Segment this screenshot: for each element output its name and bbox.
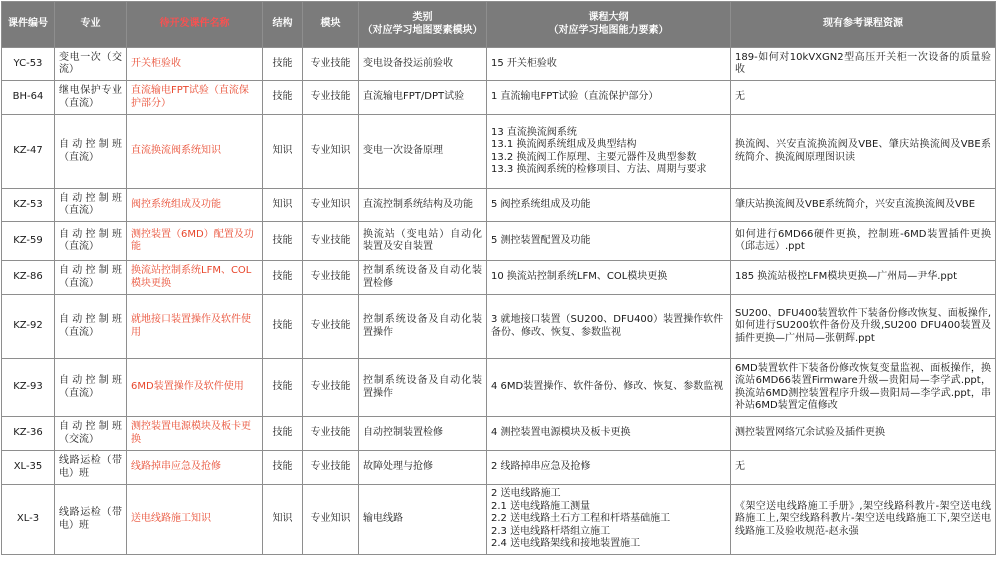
cell-structure: 技能: [263, 81, 303, 115]
cell-course-name: 线路掉串应急及抢修: [127, 451, 263, 485]
header-outline: 课程大纲 （对应学习地图能力要素）: [487, 2, 731, 48]
outline-line: 4 测控装置电源模块及板卡更换: [491, 427, 631, 439]
header-module: 模块: [303, 2, 359, 48]
cell-category: 控制系统设备及自动化装置检修: [359, 261, 487, 295]
cell-outline: [487, 485, 731, 555]
cell-module: 专业技能: [303, 417, 359, 451]
table-row: [2, 485, 996, 555]
cell-major: 自动控制班（直流）: [55, 222, 127, 261]
outline-line: 13.2 换流阀工作原理、主要元器件及典型参数: [491, 151, 697, 163]
cell-category: 控制系统设备及自动化装置操作: [359, 359, 487, 417]
outline-line: 2.2 送电线路土石方工程和杆塔基础施工: [491, 513, 671, 525]
cell-category: 直流控制系统结构及功能: [359, 189, 487, 222]
cell-resource: 185 换流站极控LFM模块更换—广州局—尹华.ppt: [731, 261, 996, 295]
cell-course-name: 换流站控制系统LFM、COL模块更换: [127, 261, 263, 295]
table-row: [2, 48, 996, 81]
outline-line: 2.1 送电线路施工测量: [491, 500, 591, 512]
cell-major: 自动控制班（直流）: [55, 115, 127, 189]
cell-category: 故障处理与抢修: [359, 451, 487, 485]
cell-code: XL-3: [2, 485, 55, 555]
cell-category: 输电线路: [359, 485, 487, 555]
header-resource: 现有参考课程资源: [731, 2, 996, 48]
cell-outline: [487, 189, 731, 222]
outline-line: 2 线路掉串应急及抢修: [491, 461, 591, 473]
outline-line: 13.1 换流阀系统组成及典型结构: [491, 139, 637, 150]
cell-major: 自动控制班（直流）: [55, 261, 127, 295]
cell-code: KZ-59: [2, 222, 55, 261]
cell-outline: [487, 222, 731, 261]
cell-module: 专业知识: [303, 485, 359, 555]
header-course-name: 待开发课件名称: [127, 2, 263, 48]
cell-module: 专业知识: [303, 115, 359, 189]
cell-structure: 知识: [263, 189, 303, 222]
cell-resource: 无: [731, 451, 996, 485]
header-major: 专业: [55, 2, 127, 48]
outline-line: 5 阀控系统组成及功能: [491, 198, 591, 210]
cell-resource: 6MD装置软件下装备份修改恢复变量监视、面板操作，换流站6MD66装置Firmware升级—贵阳局—李学武.ppt，换流站6MD测控装置程序升级—贵阳局—李学武.ppt，串补站6MD装置定值修改: [731, 359, 996, 417]
cell-code: KZ-47: [2, 115, 55, 189]
cell-course-name: 阀控系统组成及功能: [127, 189, 263, 222]
cell-structure: 技能: [263, 222, 303, 261]
cell-structure: 知识: [263, 115, 303, 189]
cell-code: KZ-86: [2, 261, 55, 295]
table-row: [2, 261, 996, 295]
cell-resource: 无: [731, 81, 996, 115]
cell-outline: [487, 359, 731, 417]
cell-category: 自动控制装置检修: [359, 417, 487, 451]
cell-module: 专业技能: [303, 48, 359, 81]
cell-major: 自动控制班（直流）: [55, 295, 127, 359]
cell-outline: [487, 81, 731, 115]
header-structure: 结构: [263, 2, 303, 48]
cell-course-name: 送电线路施工知识: [127, 485, 263, 555]
cell-structure: 知识: [263, 485, 303, 555]
cell-resource: 如何进行6MD66硬件更换，控制班-6MD装置插件更换（邱志远）.ppt: [731, 222, 996, 261]
cell-resource: 189-如何对10kVXGN2型高压开关柜一次设备的质量验收: [731, 48, 996, 81]
cell-category: 换流站（变电站）自动化装置及安自装置: [359, 222, 487, 261]
cell-structure: 技能: [263, 359, 303, 417]
cell-module: 专业知识: [303, 189, 359, 222]
outline-line: 3 就地接口装置（SU200、DFU400）装置操作软件备份、修改、恢复、参数监视: [491, 314, 724, 338]
cell-course-name: 测控装置电源模块及板卡更换: [127, 417, 263, 451]
cell-outline: [487, 115, 731, 189]
outline-line: 5 测控装置配置及功能: [491, 234, 591, 246]
cell-module: 专业技能: [303, 359, 359, 417]
cell-resource: SU200、DFU400装置软件下装备份修改恢复、面板操作,如何进行SU200软件备份及升级,SU200 DFU400装置及插件更换—广州局—张朝辉.ppt: [731, 295, 996, 359]
cell-structure: 技能: [263, 295, 303, 359]
outline-line: 1 直流输电FPT试验（直流保护部分）: [491, 91, 659, 103]
table-row: [2, 189, 996, 222]
cell-course-name: 直流输电FPT试验（直流保护部分）: [127, 81, 263, 115]
cell-resource: 换流阀、兴安直流换流阀及VBE、肇庆站换流阀及VBE系统简介、换流阀原理图识读: [731, 115, 996, 189]
cell-module: 专业技能: [303, 261, 359, 295]
cell-module: 专业技能: [303, 222, 359, 261]
table-row: [2, 451, 996, 485]
cell-major: 线路运检（带电）班: [55, 485, 127, 555]
cell-resource: 《架空送电线路施工手册》,架空线路科教片-架空送电线路施工上,架空线路科教片-架空送电线路施工下,架空送电线路施工及验收规范-赵永强: [731, 485, 996, 555]
cell-course-name: 就地接口装置操作及软件使用: [127, 295, 263, 359]
cell-outline: [487, 417, 731, 451]
outline-line: 10 换流站控制系统LFM、COL模块更换: [491, 271, 668, 283]
cell-resource: 肇庆站换流阀及VBE系统简介，兴安直流换流阀及VBE: [731, 189, 996, 222]
cell-outline: [487, 48, 731, 81]
cell-outline: [487, 261, 731, 295]
cell-major: 自动控制班（直流）: [55, 189, 127, 222]
cell-course-name: 测控装置（6MD）配置及功能: [127, 222, 263, 261]
cell-course-name: 开关柜验收: [127, 48, 263, 81]
table-row: [2, 222, 996, 261]
cell-major: 变电一次（交流）: [55, 48, 127, 81]
cell-resource: 测控装置网络冗余试验及插件更换: [731, 417, 996, 451]
cell-code: KZ-92: [2, 295, 55, 359]
header-row: [2, 2, 996, 48]
cell-module: 专业技能: [303, 295, 359, 359]
header-category: 类别 （对应学习地图要素模块）: [359, 2, 487, 48]
cell-outline: [487, 295, 731, 359]
cell-code: KZ-36: [2, 417, 55, 451]
cell-code: BH-64: [2, 81, 55, 115]
table-row: [2, 359, 996, 417]
cell-category: 直流输电FPT/DPT试验: [359, 81, 487, 115]
header-code: 课件编号: [2, 2, 55, 48]
cell-code: KZ-93: [2, 359, 55, 417]
cell-module: 专业技能: [303, 81, 359, 115]
table-row: [2, 81, 996, 115]
table-row: [2, 417, 996, 451]
cell-code: XL-35: [2, 451, 55, 485]
cell-structure: 技能: [263, 451, 303, 485]
outline-line: 2 送电线路施工: [491, 488, 561, 500]
cell-structure: 技能: [263, 48, 303, 81]
cell-outline: [487, 451, 731, 485]
cell-major: 自动控制班（交流）: [55, 417, 127, 451]
outline-line: 15 开关柜验收: [491, 57, 557, 69]
course-table: [1, 1, 996, 555]
cell-structure: 技能: [263, 261, 303, 295]
outline-line: 2.4 送电线路架线和接地装置施工: [491, 538, 641, 550]
cell-major: 线路运检（带电）班: [55, 451, 127, 485]
cell-category: 变电一次设备原理: [359, 115, 487, 189]
cell-code: KZ-53: [2, 189, 55, 222]
cell-code: YC-53: [2, 48, 55, 81]
table-row: [2, 115, 996, 189]
table-row: [2, 295, 996, 359]
cell-course-name: 直流换流阀系统知识: [127, 115, 263, 189]
outline-line: 13.3 换流阀系统的检修项目、方法、周期与要求: [491, 164, 707, 175]
outline-line: 2.3 送电线路杆塔组立施工: [491, 525, 611, 537]
cell-major: 自动控制班（直流）: [55, 359, 127, 417]
outline-line: 4 6MD装置操作、软件备份、修改、恢复、参数监视: [491, 381, 724, 393]
cell-module: 专业技能: [303, 451, 359, 485]
cell-major: 继电保护专业（直流）: [55, 81, 127, 115]
cell-structure: 技能: [263, 417, 303, 451]
cell-category: 控制系统设备及自动化装置操作: [359, 295, 487, 359]
cell-category: 变电设备投运前验收: [359, 48, 487, 81]
outline-line: 13 直流换流阀系统: [491, 126, 577, 138]
cell-course-name: 6MD装置操作及软件使用: [127, 359, 263, 417]
